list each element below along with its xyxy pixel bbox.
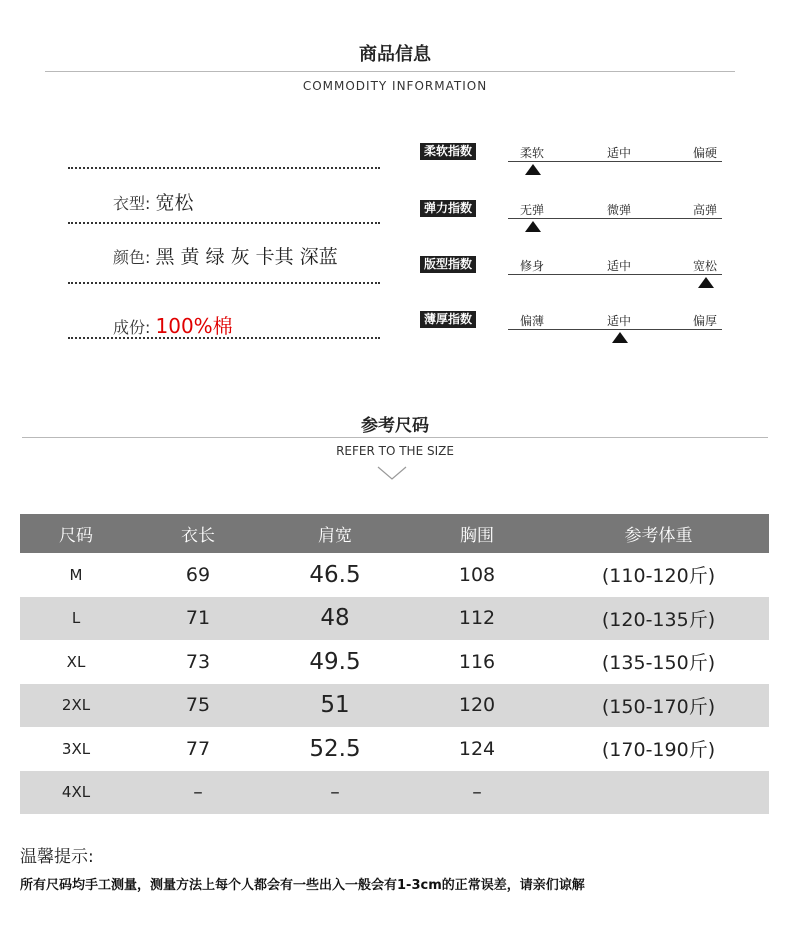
index-line (508, 161, 722, 162)
commodity-title-en: COMMODITY INFORMATION (302, 79, 488, 93)
index-line (508, 218, 722, 219)
tips-text: 所有尺码均手工测量，测量方法上每个人都会有一些出入一般会有1-3cm的正常误差，请亲们谅解 (20, 878, 585, 893)
triangle-up-icon (525, 221, 541, 232)
table-cell: 48 (264, 597, 406, 641)
table-cell: 51 (264, 684, 406, 728)
table-row (20, 553, 769, 597)
table-cell: 116 (458, 650, 496, 673)
attr-color-value: 黑 黄 绿 灰 卡其 深蓝 (155, 246, 338, 268)
attr-fit (113, 188, 194, 215)
table-cell: 46.5 (309, 561, 361, 588)
index-label: 柔软指数 (420, 143, 476, 160)
table-cell: 52.5 (309, 735, 361, 762)
index-option: 无弹 (520, 203, 545, 217)
table-row (20, 640, 769, 684)
index-label: 薄厚指数 (420, 311, 476, 328)
table-header: 胸围 (406, 514, 548, 553)
table-cell: – (264, 771, 406, 815)
attr-fit-value: 宽松 (155, 192, 194, 214)
attr-divider-2 (68, 222, 380, 224)
index-option: 宽松 (693, 259, 718, 273)
table-header: 尺码 (20, 514, 132, 553)
table-cell: M (69, 565, 83, 584)
index-option: 偏硬 (693, 146, 718, 160)
table-cell: XL (66, 652, 86, 671)
index-label: 弹力指数 (420, 200, 476, 217)
table-cell: 73 (185, 650, 211, 673)
attr-divider-3 (68, 282, 380, 284)
table-cell: 120 (406, 684, 548, 728)
table-cell: 108 (458, 563, 496, 586)
table-cell: (150-170斤) (548, 684, 769, 728)
attr-fit-label: 衣型 (113, 194, 146, 213)
table-row (20, 727, 769, 771)
index-option: 适中 (607, 146, 632, 160)
table-cell: 3XL (61, 739, 91, 758)
table-cell: 124 (458, 737, 496, 760)
table-cell: 112 (406, 597, 548, 641)
commodity-divider (45, 71, 735, 72)
index-option: 高弹 (693, 203, 718, 217)
index-option: 适中 (607, 259, 632, 273)
table-cell: – (406, 771, 548, 815)
table-cell: (135-150斤) (601, 652, 716, 675)
table-row (20, 771, 769, 815)
table-cell: (170-190斤) (601, 739, 716, 762)
triangle-up-icon (525, 164, 541, 175)
table-cell: 77 (185, 737, 211, 760)
table-cell: 69 (185, 563, 211, 586)
triangle-up-icon (698, 277, 714, 288)
table-cell: (120-135斤) (548, 597, 769, 641)
table-cell: (110-120斤) (601, 565, 716, 588)
size-divider (22, 437, 768, 438)
attr-composition (113, 310, 233, 339)
table-cell: 75 (132, 684, 264, 728)
table-cell (548, 771, 769, 815)
table-cell: 71 (132, 597, 264, 641)
table-row (20, 597, 769, 641)
attr-color-sep: : (145, 248, 151, 267)
attr-composition-value: 100%棉 (155, 314, 233, 338)
tips-title: 温馨提示: (20, 847, 94, 867)
table-header: 衣长 (132, 514, 264, 553)
index-label: 版型指数 (420, 256, 476, 273)
table-cell: 2XL (20, 684, 132, 728)
commodity-title-cn: 商品信息 (359, 44, 431, 65)
attr-color-label: 颜色 (113, 248, 146, 267)
table-cell: L (20, 597, 132, 641)
size-table (20, 514, 769, 814)
index-line (508, 329, 722, 330)
index-line (508, 274, 722, 275)
index-option: 偏薄 (520, 314, 545, 328)
chevron-down-icon (377, 465, 407, 481)
index-option: 偏厚 (693, 314, 718, 328)
size-title-cn: 参考尺码 (361, 416, 429, 436)
table-cell: 49.5 (309, 648, 361, 675)
triangle-up-icon (612, 332, 628, 343)
attr-divider-4 (68, 337, 380, 339)
table-cell: 4XL (20, 771, 132, 815)
table-row (20, 684, 769, 728)
table-header: 肩宽 (264, 514, 406, 553)
index-option: 修身 (520, 259, 545, 273)
size-title-en: REFER TO THE SIZE (336, 444, 454, 458)
index-option: 微弹 (607, 203, 632, 217)
attr-composition-sep: : (145, 318, 151, 337)
table-header: 参考体重 (548, 514, 769, 553)
table-header-row (20, 514, 769, 553)
attr-fit-sep: : (145, 194, 151, 213)
index-option: 适中 (607, 314, 632, 328)
attr-color (113, 242, 338, 269)
attr-divider-1 (68, 167, 380, 169)
table-cell: – (132, 771, 264, 815)
attr-composition-label: 成份 (113, 318, 146, 337)
index-option: 柔软 (520, 146, 545, 160)
